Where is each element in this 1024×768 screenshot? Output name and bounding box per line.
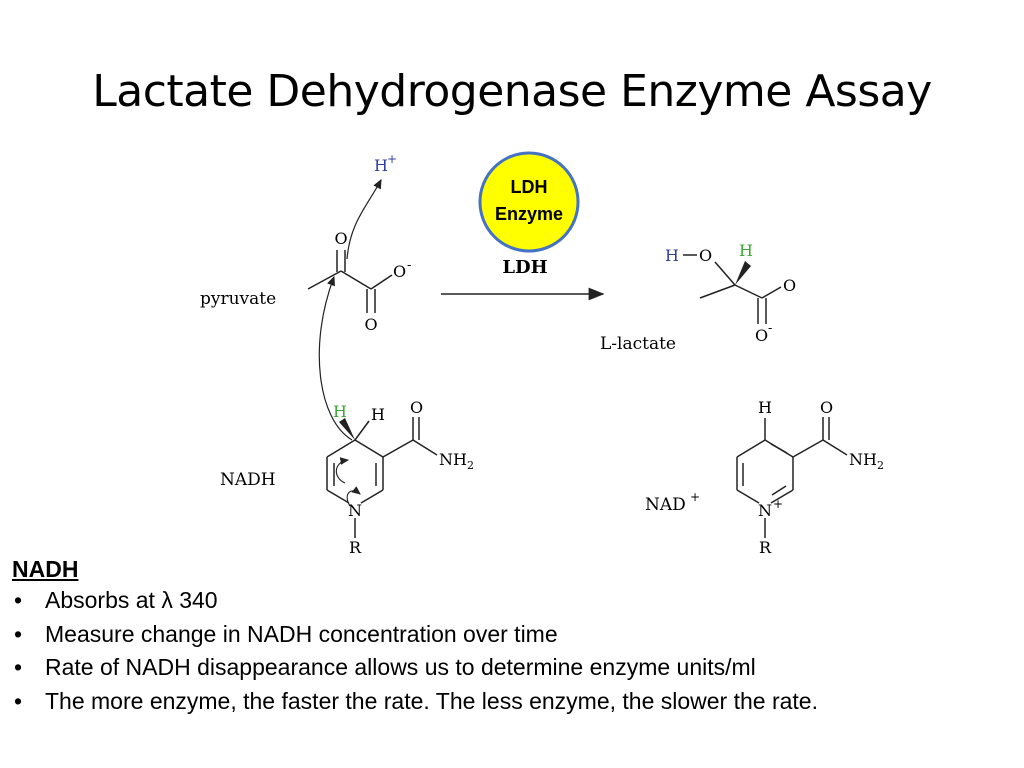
reaction-arrow (441, 257, 603, 294)
nadh-label: NADH (220, 470, 276, 490)
lactate-label: L-lactate (600, 334, 676, 354)
bullet-glyph: • (14, 654, 23, 680)
lactate-h-left: H (665, 246, 679, 265)
bullet-glyph: • (14, 620, 23, 647)
lactate-minus-charge: - (768, 321, 773, 336)
bullet-glyph: • (14, 587, 23, 613)
nad-n: N (758, 501, 772, 520)
pyruvate-label: pyruvate (200, 289, 277, 309)
notes-item (12, 685, 1017, 719)
notes-heading: NADH (12, 556, 79, 582)
pyruvate-o-top: O (334, 229, 348, 248)
proton-arrow (347, 180, 381, 259)
lactate-o-top: O (783, 276, 797, 295)
bullet-glyph: • (14, 687, 23, 714)
notes-item-text: Measure change in NADH concentration over time (45, 620, 558, 647)
nad-nh: NH (849, 450, 877, 469)
notes-list (12, 584, 1017, 718)
nad-r: R (758, 538, 772, 557)
lactate-h-wedge: H (739, 241, 753, 260)
pyruvate-o-minus: O (393, 262, 407, 281)
nadh-r: R (348, 538, 362, 557)
lactate-structure (683, 255, 781, 324)
nadh-nh-subscript: 2 (467, 459, 474, 472)
nad-n-charge: + (773, 497, 784, 511)
nadh-notes (12, 554, 1017, 718)
nadh-o: O (410, 398, 424, 417)
proton-charge: + (387, 152, 398, 166)
nad-label: NAD (645, 495, 686, 515)
pyruvate-minus-charge: - (407, 258, 412, 273)
slide-title: Lactate Dehydrogenase Enzyme Assay (92, 66, 932, 117)
pyruvate-structure (308, 250, 392, 313)
notes-item (12, 618, 1017, 652)
lactate-o-minus: O (755, 326, 769, 345)
notes-item-text: Absorbs at λ 340 (45, 587, 218, 613)
reaction-arrow-label: LDH (502, 257, 548, 278)
lactate-wedge-bond (735, 261, 751, 285)
nad-h: H (758, 398, 772, 417)
nad-nh-subscript: 2 (877, 459, 884, 472)
badge-line-1: LDH (510, 177, 548, 197)
notes-item-text: Rate of NADH disappearance allows us to determine enzyme units/ml (45, 654, 756, 680)
nad-ring (737, 417, 847, 538)
ldh-enzyme-badge (480, 153, 578, 251)
lactate-o-hydroxyl: O (699, 246, 713, 265)
nadh-h-plain: H (371, 405, 385, 424)
notes-item (12, 584, 1017, 618)
proton-symbol: H (374, 156, 388, 175)
nadh-electron-arrow-1 (336, 460, 348, 483)
notes-item-text: The more enzyme, the faster the rate. The less enzyme, the slower the rate. (45, 687, 818, 714)
nadh-ring (327, 417, 437, 538)
pyruvate-o-bottom: O (364, 315, 378, 334)
badge-circle (480, 153, 578, 251)
badge-line-2: Enzyme (494, 204, 564, 224)
nadh-h-wedge: H (333, 402, 347, 421)
nadh-nh: NH (439, 450, 467, 469)
notes-item (12, 651, 1017, 685)
nadh-n: N (348, 501, 362, 520)
nad-o: O (820, 398, 834, 417)
nad-label-charge: + (690, 490, 701, 504)
